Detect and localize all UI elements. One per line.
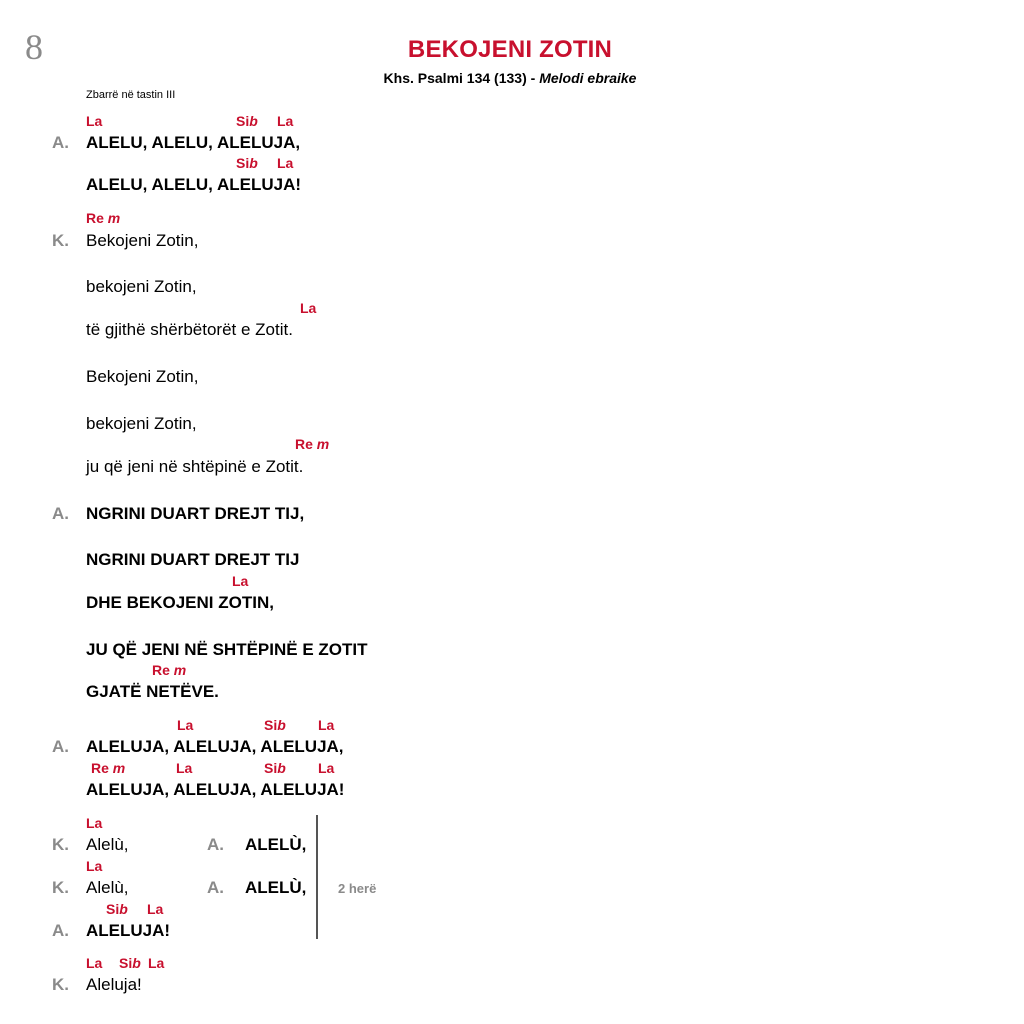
lyric-line: Bekojeni Zotin,: [86, 367, 199, 386]
chord-minor: m: [112, 760, 126, 776]
lyric-line: NGRINI DUART DREJT TIJ: [86, 550, 300, 569]
lyric-line: ALELU, ALELU, ALELUJA!: [86, 175, 302, 194]
assembly-marker: A.: [52, 737, 69, 756]
assembly-marker: A.: [207, 878, 224, 897]
chord-la: La: [148, 955, 165, 971]
chord-sib: [264, 717, 286, 733]
lyric-line: ju që jeni në shtëpinë e Zotit.: [86, 457, 304, 476]
cantor-marker: K.: [52, 231, 69, 250]
chord-rem-root: Re: [91, 760, 113, 776]
song-subtitle: [0, 70, 1020, 86]
assembly-marker: A.: [207, 835, 224, 854]
chord-flat: b: [132, 955, 141, 971]
lyric-line: ALELU, ALELU, ALELUJA,: [86, 133, 301, 152]
capo-note: Zbarrë në tastin III: [86, 89, 176, 101]
chord-rem-root: Re: [295, 436, 317, 452]
cantor-marker: K.: [52, 878, 69, 897]
chord-flat: b: [249, 113, 258, 129]
song-title: BEKOJENI ZOTIN: [407, 36, 613, 63]
chord-la: La: [86, 113, 103, 129]
chord-flat: b: [249, 155, 258, 171]
lyric-line: NGRINI DUART DREJT TIJ,: [86, 504, 305, 523]
chord-la: La: [300, 300, 317, 316]
lyric-line: bekojeni Zotin,: [86, 414, 197, 433]
subtitle-melody: Melodi ebraike: [539, 70, 637, 86]
lyric-line: GJATË NETËVE.: [86, 682, 219, 701]
chord-sib-root: Si: [119, 955, 133, 971]
subtitle-source: Khs. Psalmi 134 (133) -: [383, 70, 540, 86]
chord-rem: [91, 760, 125, 776]
lyric-line: Alelù,: [86, 878, 129, 897]
chord-la: La: [86, 815, 103, 831]
chord-rem-root: Re: [152, 662, 174, 678]
chord-minor: m: [316, 436, 330, 452]
lyric-line: DHE BEKOJENI ZOTIN,: [86, 593, 274, 612]
lyric-line: JU QË JENI NË SHTËPINË E ZOTIT: [86, 640, 368, 659]
assembly-marker: A.: [52, 504, 69, 523]
chord-la: La: [318, 760, 335, 776]
lyric-line: bekojeni Zotin,: [86, 277, 197, 296]
lyric-line: Aleluja!: [86, 975, 142, 994]
chord-la: La: [277, 155, 294, 171]
chord-la: La: [176, 760, 193, 776]
chord-sib-root: Si: [264, 717, 278, 733]
chord-la: La: [86, 858, 103, 874]
chord-rem-root: Re: [86, 210, 108, 226]
chord-rem: [295, 436, 329, 452]
chord-rem: [152, 662, 186, 678]
assembly-marker: A.: [52, 921, 69, 940]
repeat-note: 2 herë: [338, 881, 377, 896]
lyric-line: ALELÙ,: [245, 878, 307, 897]
chord-sib-root: Si: [236, 155, 250, 171]
chord-la: La: [177, 717, 194, 733]
chord-sib-root: Si: [264, 760, 278, 776]
chord-la: La: [147, 901, 164, 917]
chord-la: La: [232, 573, 249, 589]
chord-flat: b: [119, 901, 128, 917]
chord-flat: b: [277, 717, 286, 733]
lyric-line: Bekojeni Zotin,: [86, 231, 199, 250]
assembly-marker: A.: [52, 133, 69, 152]
chord-sib-root: Si: [106, 901, 120, 917]
chord-sib: [264, 760, 286, 776]
chord-la: La: [318, 717, 335, 733]
chord-sib-root: Si: [236, 113, 250, 129]
chord-sib: [236, 113, 258, 129]
lyric-line: të gjithë shërbëtorët e Zotit.: [86, 320, 293, 339]
chord-sib: [236, 155, 258, 171]
chord-flat: b: [277, 760, 286, 776]
chord-minor: m: [173, 662, 187, 678]
lyric-line: ALELUJA, ALELUJA, ALELUJA!: [86, 780, 345, 799]
cantor-marker: K.: [52, 975, 69, 994]
lyric-line: ALELÙ,: [245, 835, 307, 854]
chord-la: La: [86, 955, 103, 971]
chord-rem: [86, 210, 120, 226]
chord-sib: [106, 901, 128, 917]
lyric-line: ALELUJA, ALELUJA, ALELUJA,: [86, 737, 344, 756]
chord-la: La: [277, 113, 294, 129]
lyric-line: Alelù,: [86, 835, 129, 854]
chord-minor: m: [107, 210, 121, 226]
page-number: 8: [25, 27, 43, 67]
lyric-line: ALELUJA!: [86, 921, 171, 940]
chord-sib: [119, 955, 141, 971]
cantor-marker: K.: [52, 835, 69, 854]
repeat-bracket-line: [316, 815, 318, 939]
